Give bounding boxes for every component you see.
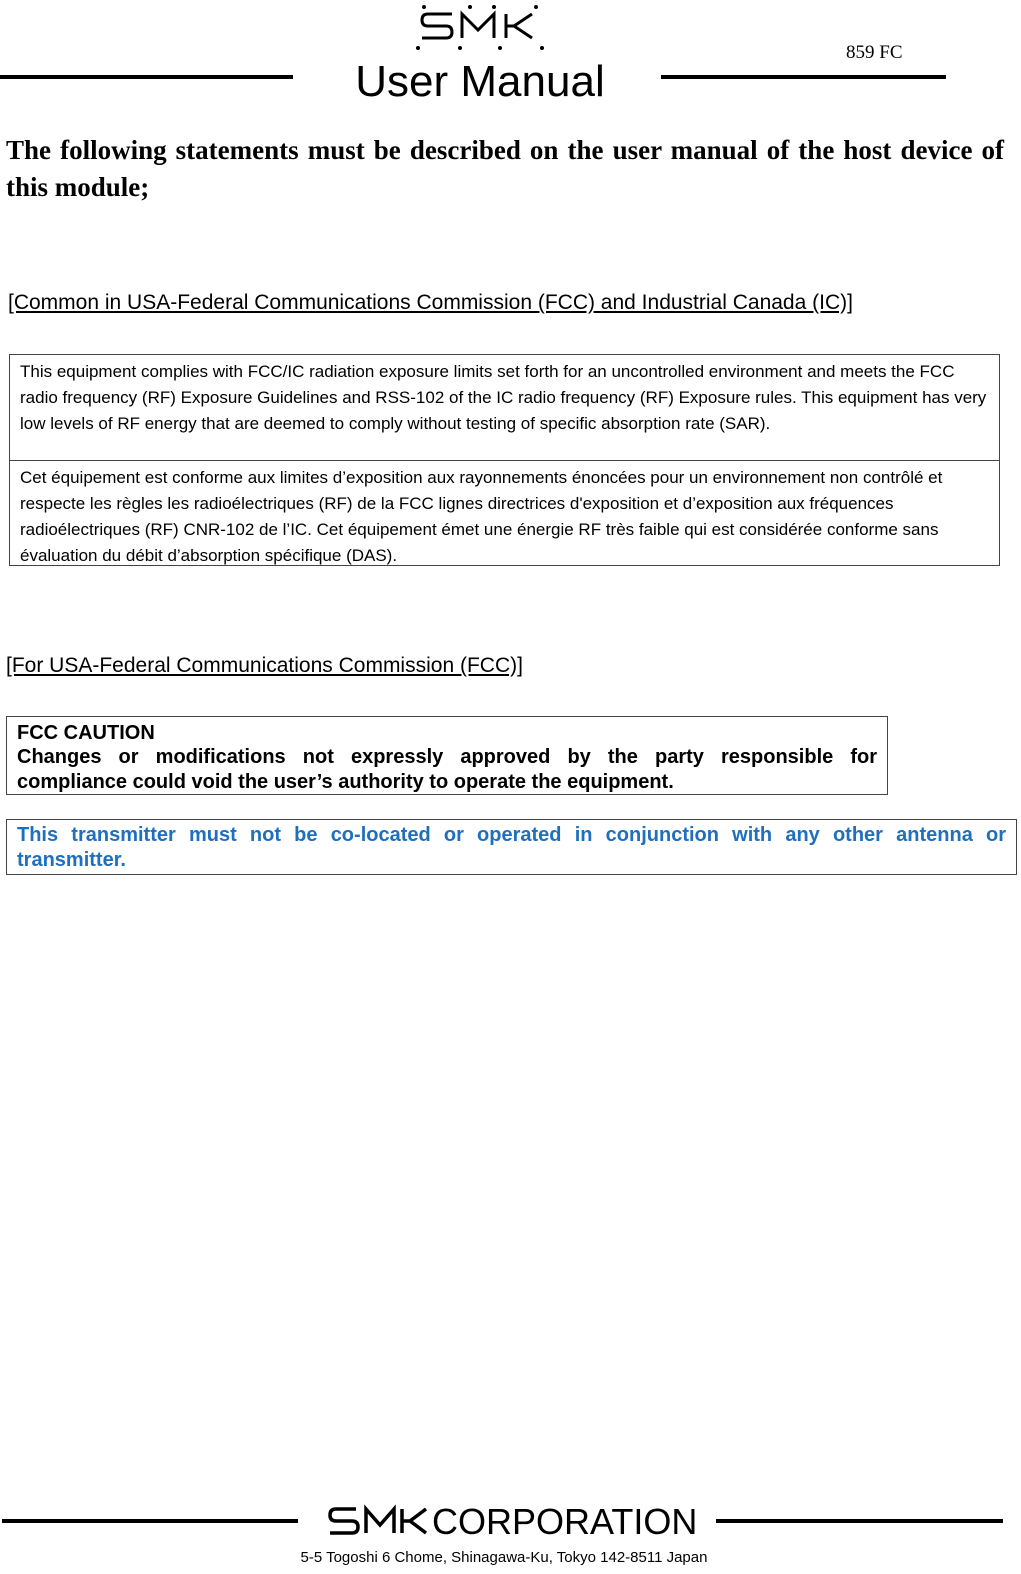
header-rule-left xyxy=(0,75,293,79)
page-title: User Manual xyxy=(355,57,605,106)
fcc-caution-text: Changes or modifications not expressly approved by the party responsible for compliance could void the user’s authority to operate the equipment. xyxy=(17,746,877,793)
footer-rule-right xyxy=(716,1519,1003,1523)
footer-corporation: CORPORATION xyxy=(432,1501,698,1542)
footer-address: 5-5 Togoshi 6 Chome, Shinagawa-Ku, Tokyo 142-8511 Japan xyxy=(300,1549,708,1566)
colocation-statement: This transmitter must not be co-located or operated in conjunction with any other antenna or transmitter. xyxy=(6,819,1017,875)
rf-exposure-box xyxy=(9,354,1000,566)
footer-smk-logo xyxy=(326,1503,430,1539)
fcc-caution-box xyxy=(6,716,888,795)
rf-exposure-french: Cet équipement est conforme aux limites d’exposition aux rayonnements énoncées pour un environnement non contrôlé et respecte les règles les radioélectriques (RF) de la FCC lignes directrices d'exposition et d’exposition aux fréquences radioélectriques (RF) CNR-102 de l’IC. Cet équipement émet une énergie RF très faible qui est considérée conforme sans évaluation du débit d’absorption spécifique (DAS). xyxy=(20,468,943,565)
rf-exposure-english: This equipment complies with FCC/IC radiation exposure limits set forth for an uncontrolled environment and meets the FCC radio frequency (RF) Exposure Guidelines and RSS-102 of the IC radio frequency (RF) Exposure rules. This equipment has very low levels of RF energy that are deemed to comply without testing of specific absorption rate (SAR). xyxy=(10,355,999,461)
section-heading-common: [Common in USA-Federal Communications Commission (FCC) and Industrial Canada (IC)] xyxy=(8,291,853,314)
document-code: 859 FC xyxy=(846,42,903,63)
fcc-caution-title: FCC CAUTION xyxy=(17,722,155,744)
intro-statement: The following statements must be described on the user manual of the host device of this module; xyxy=(6,135,1004,202)
section-heading-fcc: [For USA-Federal Communications Commission (FCC)] xyxy=(6,654,523,677)
footer-rule-left xyxy=(2,1519,298,1523)
header-rule-right xyxy=(661,75,946,79)
smk-logo xyxy=(412,0,546,56)
